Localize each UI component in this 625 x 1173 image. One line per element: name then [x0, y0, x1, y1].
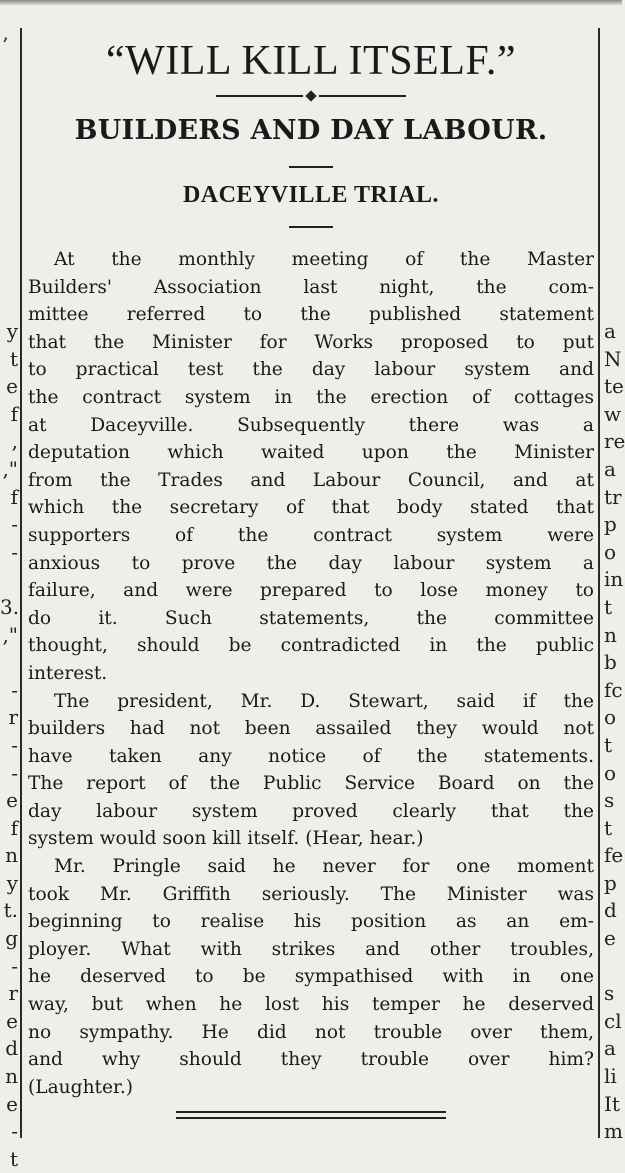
article-line: Mr. Pringle said he never for one moment	[54, 856, 594, 878]
article-line: at Daceyville. Subsequently there was a	[28, 414, 594, 436]
ornament-line-left	[216, 95, 303, 97]
article-line: to practical test the day labour system and	[28, 359, 594, 381]
article-line: beginning to realise his position as an em-	[28, 911, 594, 933]
article-line: At the monthly meeting of the Master	[54, 249, 594, 270]
article-line: system would soon kill itself. (Hear, hear.)	[28, 828, 424, 850]
article-line: interest.	[28, 662, 108, 684]
article-line: way, but when he lost his temper he deserved	[28, 994, 594, 1016]
end-rule-line	[176, 1117, 446, 1119]
article-line: that the Minister for Works proposed to put	[28, 331, 594, 353]
article-line: no sympathy. He did not trouble over them,	[28, 1021, 594, 1043]
headline: “WILL KILL ITSELF.”	[105, 38, 517, 84]
article-line: mittee referred to the published statement	[28, 304, 594, 326]
subheadline: BUILDERS AND DAY LABOUR.	[74, 115, 548, 146]
ornament-line-right	[319, 95, 406, 97]
left-column-fragment-top: ’	[2, 33, 9, 57]
article-line: took Mr. Griffith seriously. The Minister was	[28, 883, 594, 905]
article-line: which the secretary of that body stated that	[28, 497, 594, 519]
article-line: Builders' Association last night, the com-	[28, 276, 594, 298]
section-rule	[289, 166, 333, 168]
right-column-fragment: a N te w re a tr p o in t n b fc o t o s t fe p d e s cl a li It m	[604, 319, 625, 1144]
article-line: ployer. What with strikes and other troubles,	[28, 938, 594, 960]
left-column-rule	[20, 28, 22, 1138]
article-line: and why should they trouble over him?	[28, 1049, 594, 1071]
article-line: he deserved to be sympathised with in one	[28, 966, 594, 988]
article-line: deputation which waited upon the Minister	[28, 442, 594, 464]
article-line: have taken any notice of the statements.	[28, 745, 594, 767]
article-end-rule	[176, 1111, 446, 1119]
article-line: from the Trades and Labour Council, and at	[28, 469, 594, 491]
news-article	[28, 30, 594, 1119]
article-line: The president, Mr. D. Stewart, said if the	[54, 690, 594, 712]
article-line: The report of the Public Service Board on the	[28, 773, 594, 795]
article-line: (Laughter.)	[28, 1076, 134, 1098]
section-rule	[289, 226, 333, 228]
article-line: failure, and were prepared to lose money to	[28, 580, 594, 602]
article-body	[28, 246, 594, 1101]
ornament-diamond-icon	[305, 90, 316, 101]
article-line: builders had not been assailed they would not	[28, 718, 594, 740]
article-line: supporters of the contract system were	[28, 524, 594, 546]
end-rule-line	[176, 1111, 446, 1113]
article-line: do it. Such statements, the committee	[28, 607, 594, 629]
article-line: day labour system proved clearly that the	[28, 800, 594, 822]
article-line: thought, should be contradicted in the public	[28, 635, 594, 657]
article-line: the contract system in the erection of cottages	[28, 386, 594, 408]
left-column-fragment: y t e f , ," f - - 3. ," - r - - e f n y t. g - r e d n e - t	[0, 319, 20, 1171]
page-top-edge	[0, 0, 622, 6]
headline-ornament	[216, 90, 406, 102]
article-line: anxious to prove the day labour system a	[28, 552, 594, 574]
right-column-rule	[598, 28, 600, 1138]
dateline-heading: DACEYVILLE TRIAL.	[182, 182, 440, 208]
